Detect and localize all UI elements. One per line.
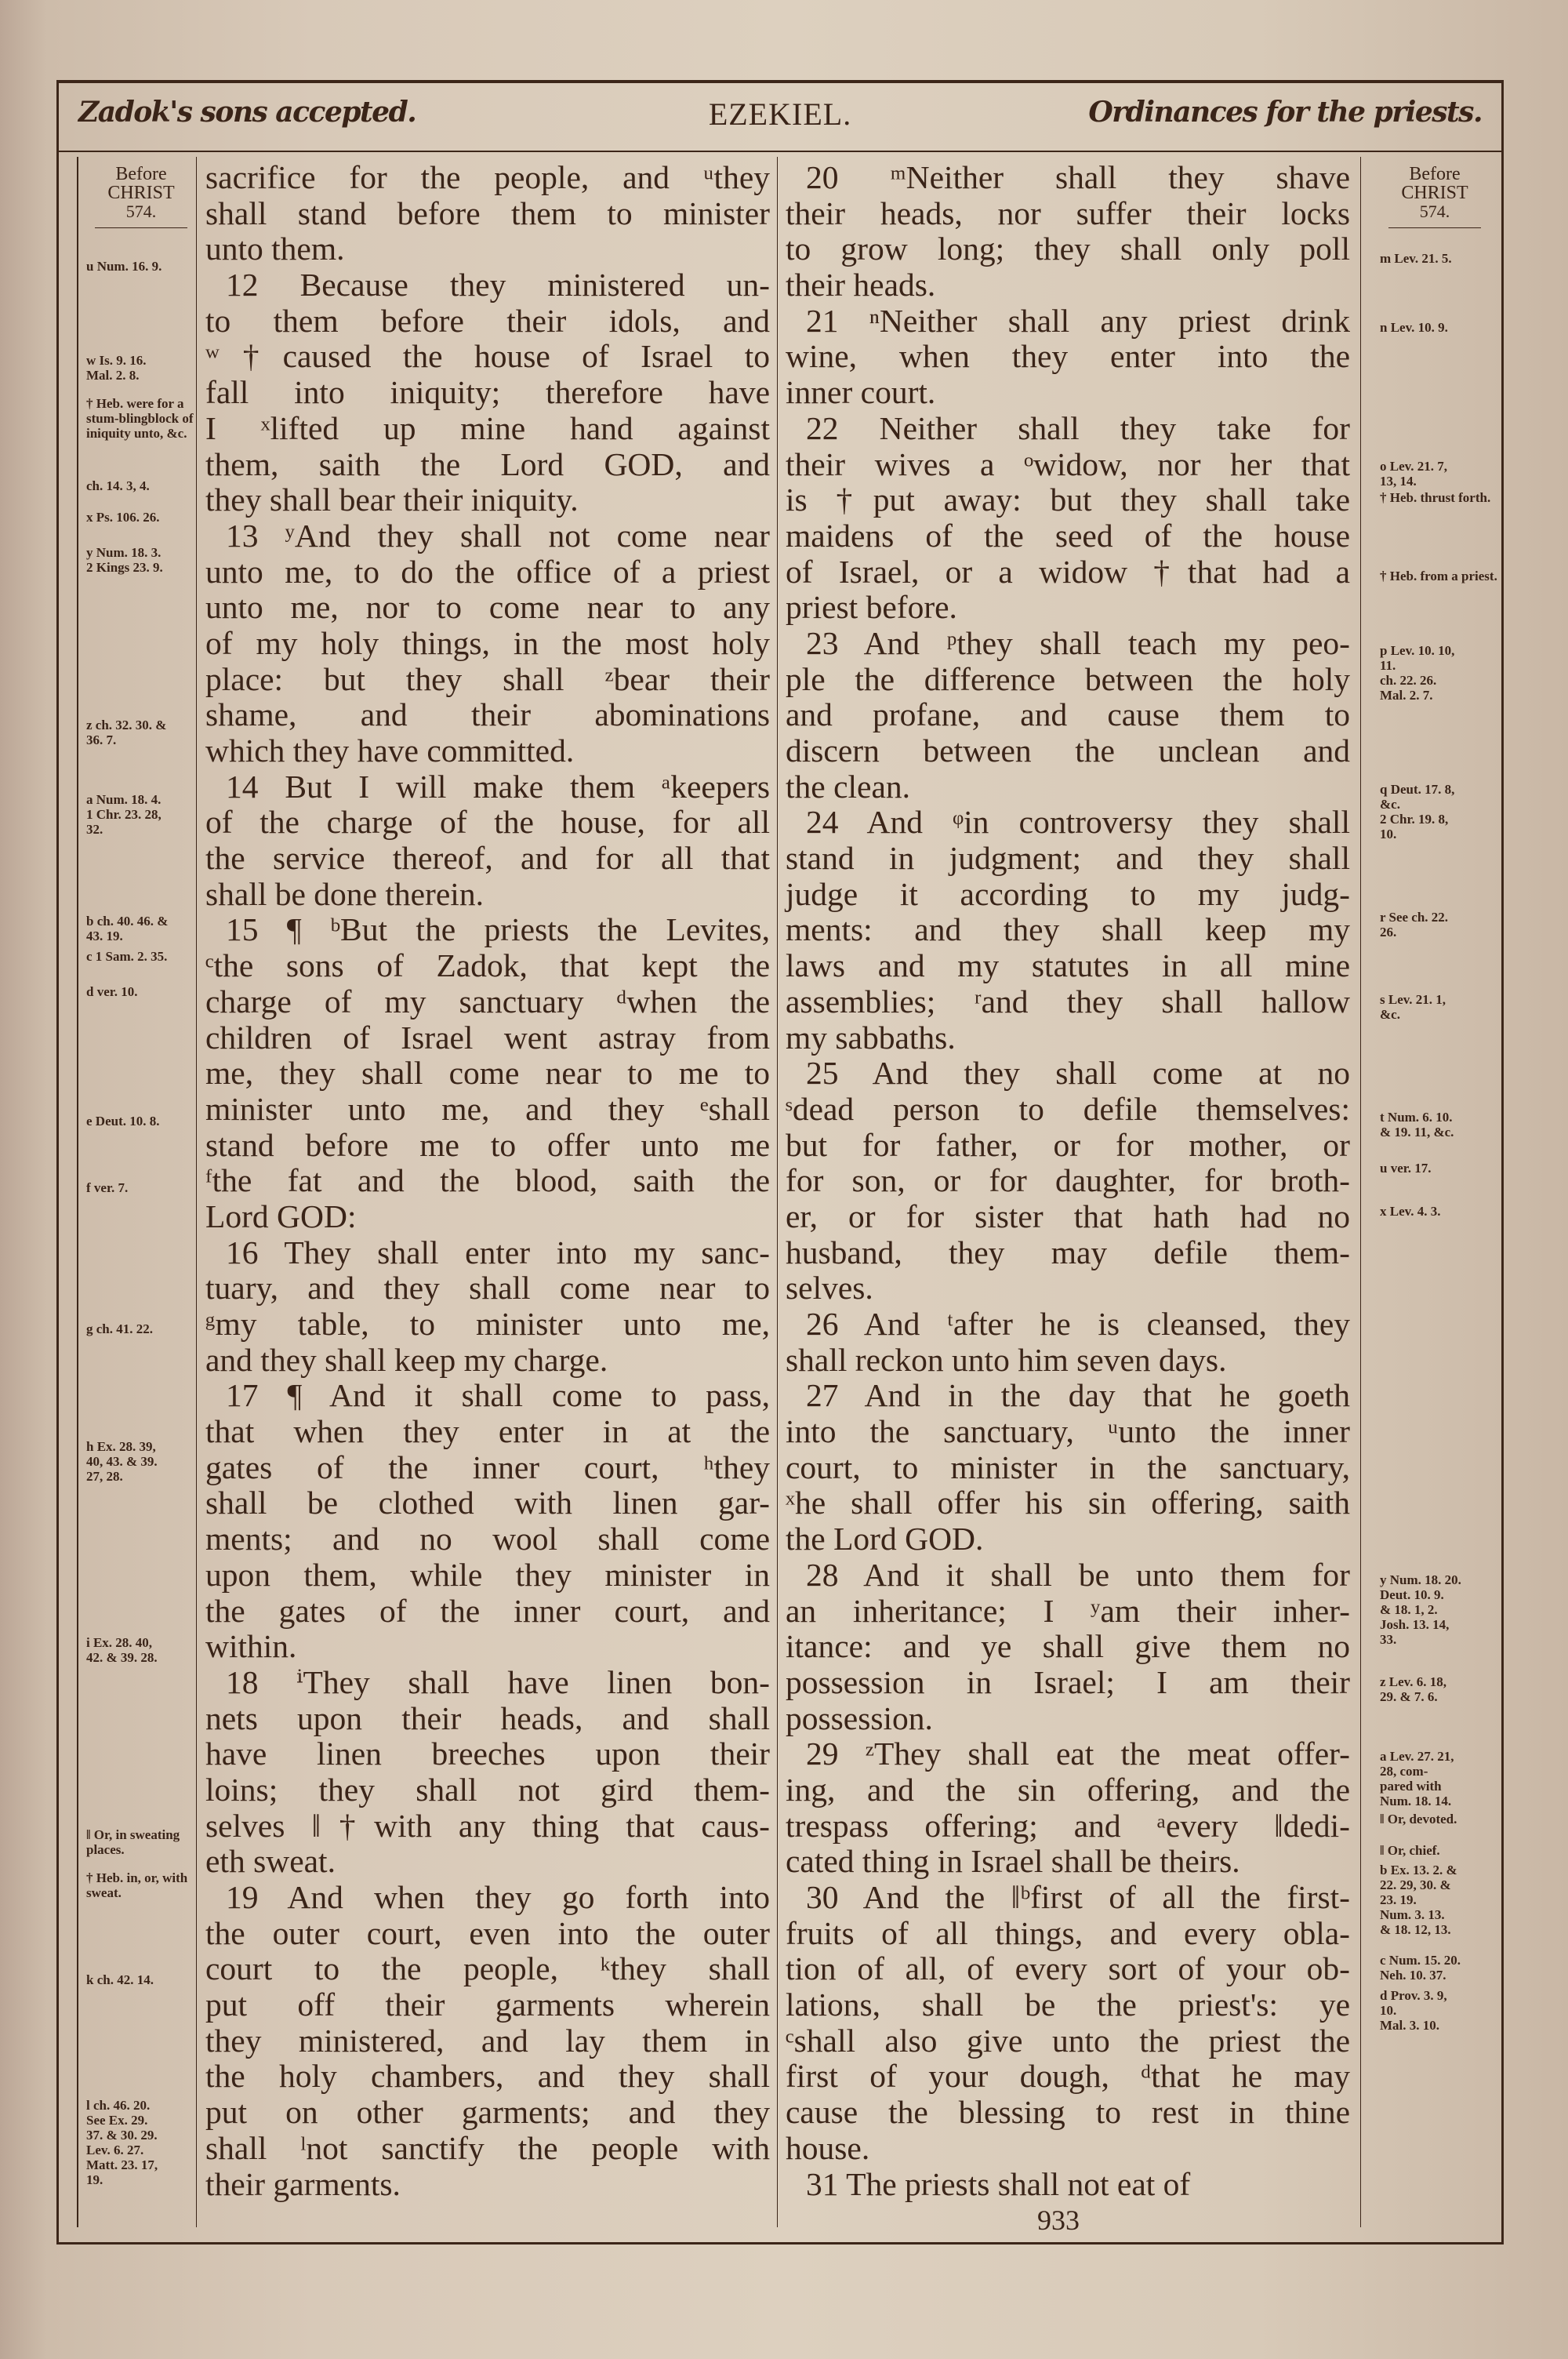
margin-reference: r See ch. 22. 26. bbox=[1380, 910, 1449, 940]
verse-line: the holy chambers, and they shall bbox=[205, 2058, 770, 2095]
verse-line: their wives a ᵒwidow, nor her that bbox=[786, 445, 1350, 482]
verse-line: tion of all, of every sort of your ob- bbox=[786, 1950, 1350, 1987]
margin-reference: o Lev. 21. 7, 13, 14. bbox=[1380, 459, 1447, 489]
verse-line: discern between the unclean and bbox=[786, 732, 1350, 769]
verse-line: fall into iniquity; therefore have bbox=[205, 374, 770, 411]
year-label: 574. bbox=[1419, 202, 1450, 221]
verse-line: 30 And the ‖ᵇfirst of all the first- bbox=[806, 1879, 1350, 1915]
verse-line: put on other garments; and they bbox=[205, 2094, 770, 2131]
verse-line: er, or for sister that hath had no bbox=[786, 1198, 1350, 1234]
verse-line: fruits of all things, and every obla- bbox=[786, 1914, 1350, 1951]
verse-line: an inheritance; I ʸam their inher- bbox=[786, 1592, 1350, 1629]
verse-line: possession in Israel; I am their bbox=[786, 1663, 1350, 1700]
margin-reference: y Num. 18. 3. 2 Kings 23. 9. bbox=[86, 545, 163, 575]
verse-line: into the sanctuary, ᵘunto the inner bbox=[786, 1413, 1350, 1450]
margin-reference: g ch. 41. 22. bbox=[86, 1321, 153, 1336]
verse-line: laws and my statutes in all mine bbox=[786, 947, 1350, 984]
margin-reference: h Ex. 28. 39, 40, 43. & 39. 27, 28. bbox=[86, 1439, 158, 1484]
verse-line: shall be clothed with linen gar- bbox=[205, 1485, 770, 1521]
verse-line: court to the people, ᵏthey shall bbox=[205, 1950, 770, 1987]
verse-line: within. bbox=[205, 1628, 297, 1665]
date-label bbox=[1372, 157, 1497, 228]
verse-line: their garments. bbox=[205, 2165, 401, 2202]
verse-line: ᵍmy table, to minister unto me, bbox=[205, 1306, 770, 1342]
verse-line: stand in judgment; and they shall bbox=[786, 840, 1350, 877]
verse-line: of Israel, or a widow †that had a bbox=[786, 553, 1350, 590]
verse-line: shall reckon unto him seven days. bbox=[786, 1341, 1227, 1378]
left-outer-rule bbox=[77, 157, 78, 2227]
margin-reference: l ch. 46. 20. See Ex. 29. 37. & 30. 29. Lev. 6. 27. Matt. 23. 17, 19. bbox=[86, 2098, 158, 2187]
verse-line: the Lord GOD. bbox=[786, 1521, 984, 1558]
verse-line: tuary, and they shall come near to bbox=[205, 1270, 770, 1307]
margin-reference: d Prov. 3. 9, 10. Mal. 3. 10. bbox=[1380, 1988, 1447, 2033]
margin-reference: u Num. 16. 9. bbox=[86, 259, 162, 274]
verse-line: selves ‖†with any thing that caus- bbox=[205, 1807, 770, 1844]
header-book-title: EZEKIEL. bbox=[708, 96, 852, 132]
verse-line: minister unto me, and they ᵉshall bbox=[205, 1090, 770, 1127]
margin-reference: ‖ Or, in sweating places. bbox=[86, 1827, 180, 1857]
margin-reference: † Heb. thrust forth. bbox=[1380, 490, 1491, 505]
margin-reference: x Ps. 106. 26. bbox=[86, 510, 160, 525]
margin-reference: u ver. 17. bbox=[1380, 1161, 1432, 1176]
margin-reference: z ch. 32. 30. & 36. 7. bbox=[86, 718, 167, 747]
margin-reference: † Heb. in, or, with sweat. bbox=[86, 1870, 188, 1900]
margin-reference: ‖ Or, chief. bbox=[1380, 1843, 1440, 1858]
verse-line: 26 And ᵗafter he is cleansed, they bbox=[806, 1306, 1350, 1342]
verse-line: maidens of the seed of the house bbox=[786, 517, 1350, 554]
verse-line: trespass offering; and ᵃevery ‖dedi- bbox=[786, 1807, 1350, 1844]
margin-reference: † Heb. from a priest. bbox=[1380, 569, 1497, 583]
verse-line: ᶜshall also give unto the priest the bbox=[786, 2022, 1350, 2059]
date-rule bbox=[95, 227, 187, 228]
verse-line: ple the difference between the holy bbox=[786, 660, 1350, 697]
before-label: Before bbox=[115, 164, 167, 184]
verse-line: 27 And in the day that he goeth bbox=[806, 1377, 1350, 1414]
verse-line: lations, shall be the priest's: ye bbox=[786, 1986, 1350, 2023]
text-column-left bbox=[205, 160, 770, 2202]
verse-line: 28 And it shall be unto them for bbox=[806, 1556, 1350, 1593]
date-rule bbox=[1388, 227, 1481, 228]
verse-line: sacrifice for the people, and ᵘthey bbox=[205, 159, 770, 195]
verse-line: unto me, to do the office of a priest bbox=[205, 553, 770, 590]
verse-line: they shall bear their iniquity. bbox=[205, 482, 579, 518]
verse-line: them, saith the Lord GOD, and bbox=[205, 445, 770, 482]
verse-line: priest before. bbox=[786, 589, 957, 626]
verse-line: house. bbox=[786, 2129, 870, 2166]
margin-reference: t Num. 6. 10. & 19. 11, &c. bbox=[1380, 1110, 1454, 1140]
verse-line: shame, and their abominations bbox=[205, 696, 770, 733]
verse-line: 20 ᵐNeither shall they shave bbox=[806, 159, 1350, 195]
verse-line: selves. bbox=[786, 1270, 873, 1307]
verse-line: and they shall keep my charge. bbox=[205, 1341, 608, 1378]
verse-line: children of Israel went astray from bbox=[205, 1019, 770, 1056]
verse-line: court, to minister in the sanctuary, bbox=[786, 1448, 1350, 1485]
verse-line: 15 ¶ ᵇBut the priests the Levites, bbox=[226, 911, 770, 948]
margin-reference: a Lev. 27. 21, 28, com- pared with Num. 18. 14. bbox=[1380, 1749, 1454, 1808]
verse-line: husband, they may defile them- bbox=[786, 1234, 1350, 1270]
header-right-title: Ordinances for the priests. bbox=[1088, 96, 1482, 129]
verse-line: place: but they shall ᶻbear their bbox=[205, 660, 770, 697]
verse-line: 13 ʸAnd they shall not come near bbox=[226, 517, 770, 554]
page-number: 933 bbox=[1037, 2205, 1080, 2236]
verse-line: shall stand before them to minister bbox=[205, 194, 770, 231]
christ-label: CHRIST bbox=[107, 183, 175, 203]
verse-line: the clean. bbox=[786, 768, 910, 805]
center-rule bbox=[777, 157, 778, 2227]
margin-reference: s Lev. 21. 1, &c. bbox=[1380, 992, 1446, 1022]
verse-line: upon them, while they minister in bbox=[205, 1556, 770, 1593]
margin-reference: n Lev. 10. 9. bbox=[1380, 320, 1448, 335]
verse-line: unto them. bbox=[205, 231, 345, 267]
verse-line: 14 But I will make them ᵃkeepers bbox=[226, 768, 770, 805]
verse-line: ᶠthe fat and the blood, saith the bbox=[205, 1162, 770, 1199]
margin-reference: k ch. 42. 14. bbox=[86, 1972, 154, 1987]
verse-line: 31 The priests shall not eat of bbox=[806, 2165, 1191, 2202]
verse-line: ments; and no wool shall come bbox=[205, 1521, 770, 1558]
margin-reference: b Ex. 13. 2. & 22. 29, 30. & 23. 19. Num. 3. 13. & 18. 12, 13. bbox=[1380, 1863, 1457, 1937]
verse-line: Lord GOD: bbox=[205, 1198, 357, 1234]
left-inner-rule bbox=[196, 157, 197, 2227]
margin-reference: e Deut. 10. 8. bbox=[86, 1114, 160, 1129]
verse-line: eth sweat. bbox=[205, 1843, 336, 1880]
verse-line: ʷ†caused the house of Israel to bbox=[205, 338, 770, 375]
verse-line: that when they enter in at the bbox=[205, 1413, 770, 1450]
margin-reference: c 1 Sam. 2. 35. bbox=[86, 949, 168, 964]
verse-line: the gates of the inner court, and bbox=[205, 1592, 770, 1629]
margin-reference: f ver. 7. bbox=[86, 1180, 129, 1195]
verse-line: 25 And they shall come at no bbox=[806, 1055, 1350, 1092]
christ-label: CHRIST bbox=[1401, 183, 1468, 203]
verse-line: loins; they shall not gird them- bbox=[205, 1771, 770, 1808]
date-label bbox=[78, 157, 204, 228]
verse-line: 23 And ᵖthey shall teach my peo- bbox=[806, 624, 1350, 661]
verse-line: inner court. bbox=[786, 374, 936, 411]
margin-reference: p Lev. 10. 10, 11. ch. 22. 26. Mal. 2. 7. bbox=[1380, 643, 1455, 703]
right-margin-references bbox=[1372, 157, 1497, 2033]
verse-line: and profane, and cause them to bbox=[786, 696, 1350, 733]
verse-line: cause the blessing to rest in thine bbox=[786, 2094, 1350, 2131]
verse-line: 19 And when they go forth into bbox=[226, 1879, 770, 1915]
margin-reference: y Num. 18. 20. Deut. 10. 9. & 18. 1, 2. Josh. 13. 14, 33. bbox=[1380, 1572, 1461, 1647]
verse-line: ing, and the sin offering, and the bbox=[786, 1771, 1350, 1808]
verse-line: 21 ⁿNeither shall any priest drink bbox=[806, 302, 1350, 339]
verse-line: their heads, nor suffer their locks bbox=[786, 194, 1350, 231]
margin-reference: ch. 14. 3, 4. bbox=[86, 478, 150, 493]
verse-line: I ˣlifted up mine hand against bbox=[205, 409, 770, 446]
header-rule bbox=[56, 151, 1504, 152]
verse-line: they ministered, and lay them in bbox=[205, 2022, 770, 2059]
verse-line: for son, or for daughter, for broth- bbox=[786, 1162, 1350, 1199]
verse-line: of my holy things, in the most holy bbox=[205, 624, 770, 661]
margin-reference: x Lev. 4. 3. bbox=[1380, 1204, 1441, 1219]
verse-line: possession. bbox=[786, 1699, 933, 1736]
margin-reference: w Is. 9. 16. Mal. 2. 8. bbox=[86, 353, 147, 383]
verse-line: me, they shall come near to me to bbox=[205, 1055, 770, 1092]
verse-line: my sabbaths. bbox=[786, 1019, 956, 1056]
margin-reference: b ch. 40. 46. & 43. 19. bbox=[86, 914, 169, 943]
verse-line: nets upon their heads, and shall bbox=[205, 1699, 770, 1736]
verse-line: shall be done therein. bbox=[205, 875, 484, 912]
verse-line: unto me, nor to come near to any bbox=[205, 589, 770, 626]
verse-line: is †put away: but they shall take bbox=[786, 482, 1350, 518]
before-label: Before bbox=[1409, 164, 1461, 184]
verse-line: 16 They shall enter into my sanc- bbox=[226, 1234, 770, 1270]
verse-line: the outer court, even into the outer bbox=[205, 1914, 770, 1951]
verse-line: shall ˡnot sanctify the people with bbox=[205, 2129, 770, 2166]
margin-reference: d ver. 10. bbox=[86, 984, 138, 999]
margin-reference: q Deut. 17. 8, &c. 2 Chr. 19. 8, 10. bbox=[1380, 782, 1455, 841]
header-left-title: Zadok's sons accepted. bbox=[78, 96, 416, 129]
left-margin-references bbox=[78, 157, 204, 2187]
year-label: 574. bbox=[125, 202, 157, 221]
verse-line: ᶜthe sons of Zadok, that kept the bbox=[205, 947, 770, 984]
verse-line: assemblies; ʳand they shall hallow bbox=[786, 983, 1350, 1020]
verse-line: of the charge of the house, for all bbox=[205, 804, 770, 841]
running-header bbox=[78, 93, 1482, 140]
verse-line: to them before their idols, and bbox=[205, 302, 770, 339]
verse-line: 12 Because they ministered un- bbox=[226, 267, 770, 304]
verse-line: have linen breeches upon their bbox=[205, 1736, 770, 1772]
verse-line: itance: and ye shall give them no bbox=[786, 1628, 1350, 1665]
margin-reference: m Lev. 21. 5. bbox=[1380, 251, 1452, 266]
margin-reference: i Ex. 28. 40, 42. & 39. 28. bbox=[86, 1635, 158, 1665]
verse-line: judge it according to my judg- bbox=[786, 875, 1350, 912]
verse-line: 22 Neither shall they take for bbox=[806, 409, 1350, 446]
verse-line: the service thereof, and for all that bbox=[205, 840, 770, 877]
text-column-right bbox=[786, 160, 1350, 2202]
verse-line: ˢdead person to defile themselves: bbox=[786, 1090, 1350, 1127]
verse-line: 29 ᶻThey shall eat the meat offer- bbox=[806, 1736, 1350, 1772]
margin-reference: z Lev. 6. 18, 29. & 7. 6. bbox=[1380, 1674, 1446, 1704]
verse-line: 17 ¶ And it shall come to pass, bbox=[226, 1377, 770, 1414]
margin-reference: ‖ Or, devoted. bbox=[1380, 1812, 1457, 1826]
right-inner-rule bbox=[1360, 157, 1361, 2227]
verse-line: 18 ⁱThey shall have linen bon- bbox=[226, 1663, 770, 1700]
margin-reference: a Num. 18. 4. 1 Chr. 23. 28, 32. bbox=[86, 792, 162, 837]
verse-line: put off their garments wherein bbox=[205, 1986, 770, 2023]
verse-line: first of your dough, ᵈthat he may bbox=[786, 2058, 1350, 2095]
verse-line: but for father, or for mother, or bbox=[786, 1126, 1350, 1163]
verse-line: wine, when they enter into the bbox=[786, 338, 1350, 375]
verse-line: stand before me to offer unto me bbox=[205, 1126, 770, 1163]
verse-line: ˣhe shall offer his sin offering, saith bbox=[786, 1485, 1350, 1521]
margin-reference: c Num. 15. 20. Neh. 10. 37. bbox=[1380, 1953, 1461, 1983]
verse-line: 24 And ᵠin controversy they shall bbox=[806, 804, 1350, 841]
margin-reference: † Heb. were for a stum-blingblock of iniquity unto, &c. bbox=[86, 396, 194, 441]
verse-line: cated thing in Israel shall be theirs. bbox=[786, 1843, 1240, 1880]
verse-line: their heads. bbox=[786, 267, 936, 304]
verse-line: charge of my sanctuary ᵈwhen the bbox=[205, 983, 770, 1020]
verse-line: ments: and they shall keep my bbox=[786, 911, 1350, 948]
verse-line: to grow long; they shall only poll bbox=[786, 231, 1350, 267]
verse-line: gates of the inner court, ʰthey bbox=[205, 1448, 770, 1485]
verse-line: which they have committed. bbox=[205, 732, 575, 769]
